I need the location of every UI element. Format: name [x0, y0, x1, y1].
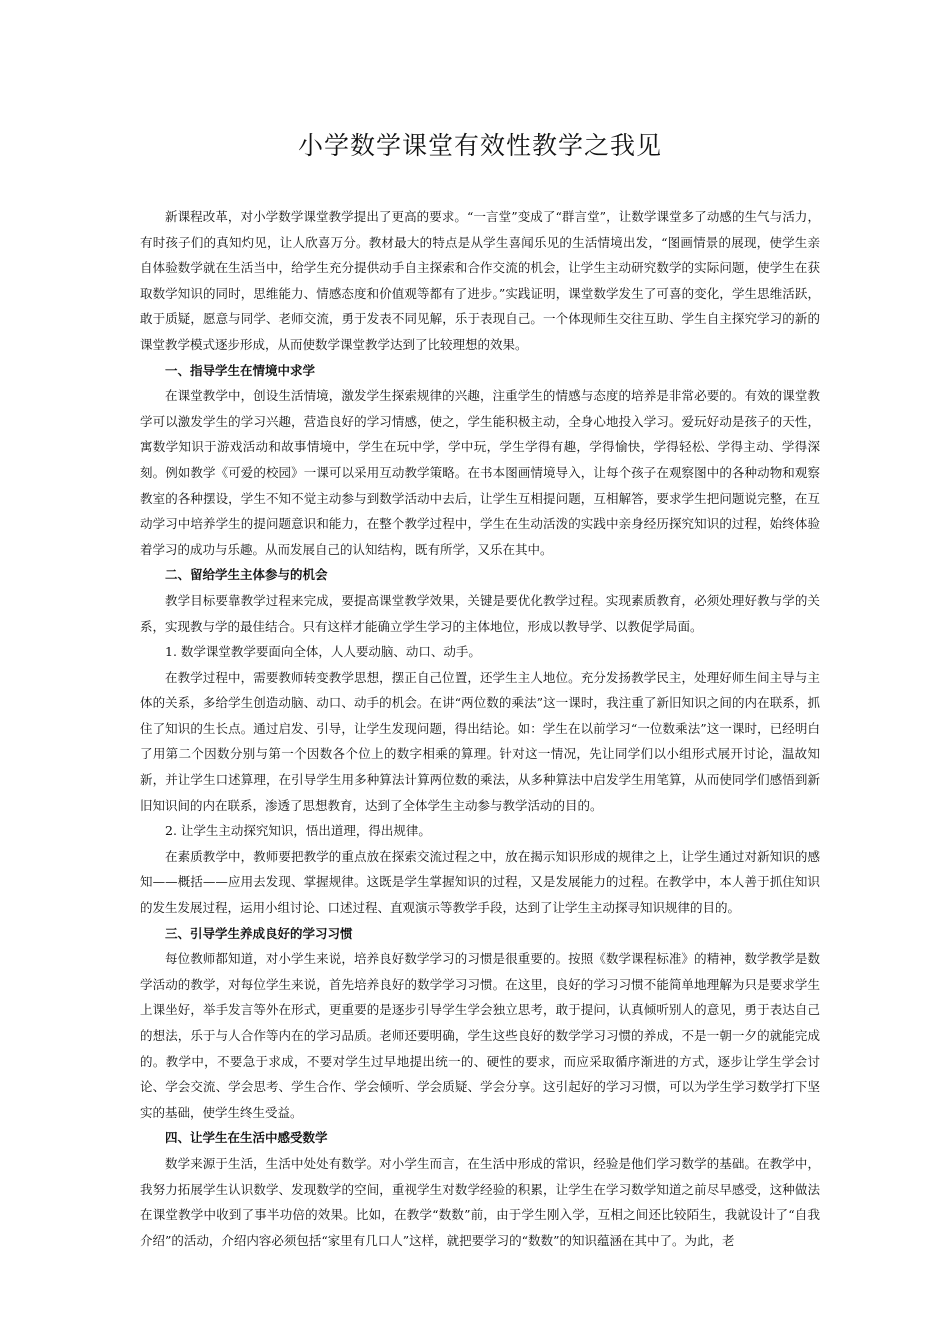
intro-paragraph: 新课程改革，对小学数学课堂教学提出了更高的要求。“一言堂”变成了“群言堂”，让数学课堂多了动感的生气与活力，有时孩子们的真知灼见，让人欣喜万分。教材最大的特点是从学生喜闻乐见的生活情境出发，“图画情景的展现，使学生亲自体验数学就在生活当中，给学生充分提供动手自主探索和合作交流的机会，让学生主动研究数学的实际问题，使学生在获取数学知识的同时，思维能力、情感态度和价值观等都有了进步。”实践证明，课堂数学发生了可喜的变化，学生思维活跃，敢于质疑，愿意与同学、老师交流，勇于发表不同见解，乐于表现自己。一个体现师生交往互助、学生自主探究学习的新的课堂教学模式逐步形成，从而使数学课堂教学达到了比较理想的效果。 [140, 209, 820, 352]
section-2-paragraph-2: 在教学过程中，需要教师转变教学思想，摆正自己位置，还学生主人地位。充分发扬教学民主，处理好师生间主导与主体的关系，多给学生创造动脑、动口、动手的机会。在讲“两位数的乘法”这一课时，我注重了新旧知识之间的内在联系，抓住了知识的生长点。通过启发、引导，让学生发现问题，得出结论。如：学生在以前学习“一位数乘法”这一课时，已经明白了用第二个因数分别与第一个因数各个位上的数字相乘的算理。针对这一情况，先让同学们以小组形式展开讨论，温故知新，并让学生口述算理，在引导学生用多种算法计算两位数的乘法，从多种算法中启发学生用笔算，从而使同学们感悟到新旧知识间的内在联系，渗透了思想教育，达到了全体学生主动参与教学活动的目的。 [140, 669, 820, 813]
document-title: 小学数学课堂有效性教学之我见 [297, 131, 662, 160]
section-4-paragraph-1: 数学来源于生活，生活中处处有数学。对小学生而言，在生活中形成的常识，经验是他们学习数学的基础。在教学中，我努力拓展学生认识数学、发现数学的空间，重视学生对数学经验的积累，让学生在学习数学知道之前尽早感受，这种做法在课堂教学中收到了事半功倍的效果。比如，在教学“数数”前，由于学生刚入学，互相之间还比较陌生，我就设计了“自我介绍”的活动，介绍内容必须包括“家里有几口人”这样，就把要学习的“数数”的知识蕴涵在其中了。为此，老 [140, 1155, 820, 1248]
section-1-paragraph-1: 在课堂教学中，创设生活情境，激发学生探索规律的兴趣，注重学生的情感与态度的培养是非常必要的。有效的课堂教学可以激发学生的学习兴趣，营造良好的学习情感，使之，学生能积极主动，全身心地投入学习。爱玩好动是孩子的天性，寓数学知识于游戏活动和故事情境中，学生在玩中学，学中玩，学生学得有趣，学得愉快，学得轻松、学得主动、学得深刻。例如教学《可爱的校园》一课可以采用互动教学策略。在书本图画情境导入，让每个孩子在观察图中的各种动物和观察教室的各种摆设，学生不知不觉主动参与到数学活动中去后，让学生互相提问题，互相解答，要求学生把问题说完整，在互动学习中培养学生的提问题意识和能力，在整个教学过程中，学生在生动活泼的实践中亲身经历探究知识的过程，始终体验着学习的成功与乐趣。从而发展自己的认知结构，既有所学，又乐在其中。 [140, 388, 820, 557]
section-3-paragraph-1: 每位教师都知道，对小学生来说，培养良好数学学习的习惯是很重要的。按照《数学课程标准》的精神，数学教学是数学活动的教学，对每位学生来说，首先培养良好的数学学习习惯。在这里，良好的学习习惯不能简单地理解为只是要求学生上课坐好，举手发言等外在形式，更重要的是逐步引导学生学会独立思考，敢于提问，认真倾听别人的意见，勇于表达自己的想法，乐于与人合作等内在的学习品质。老师还要明确，学生这些良好的数学学习习惯的养成，不是一朝一夕的就能完成的。教学中，不要急于求成，不要对学生过早地提出统一的、硬性的要求，而应采取循序渐进的方式，逐步让学生学会讨论、学会交流、学会思考、学生合作、学会倾听、学会质疑、学会分享。这引起好的学习习惯，可以为学生学习数学打下坚实的基础，使学生终生受益。 [140, 951, 820, 1120]
document-body [140, 204, 820, 1253]
section-2-heading: 二、留给学生主体参与的机会 [165, 567, 328, 583]
section-2-item-1: 1. 数学课堂教学要面向全体，人人要动脑、动口、动手。 [165, 644, 481, 660]
section-2-item-2: 2. 让学生主动探究知识，悟出道理，得出规律。 [165, 823, 431, 839]
section-2-paragraph-1: 教学目标要靠教学过程来完成，要提高课堂教学效果，关键是要优化教学过程。实现素质教育，必须处理好教与学的关系，实现教与学的最佳结合。只有这样才能确立学生学习的主体地位，形成以教导学、以教促学局面。 [140, 592, 820, 634]
section-1-heading: 一、指导学生在情境中求学 [165, 362, 316, 378]
section-2-paragraph-3: 在素质教学中，教师要把教学的重点放在探索交流过程之中，放在揭示知识形成的规律之上，让学生通过对新知识的感知——概括——应用去发现、掌握规律。这既是学生掌握知识的过程，又是发展能力的过程。在教学中，本人善于抓住知识的发生发展过程，运用小组讨论、口述过程、直观演示等教学手段，达到了让学生主动探寻知识规律的目的。 [140, 848, 820, 916]
section-3-heading: 三、引导学生养成良好的学习习惯 [165, 925, 353, 941]
section-4-heading: 四、让学生在生活中感受数学 [165, 1130, 328, 1146]
